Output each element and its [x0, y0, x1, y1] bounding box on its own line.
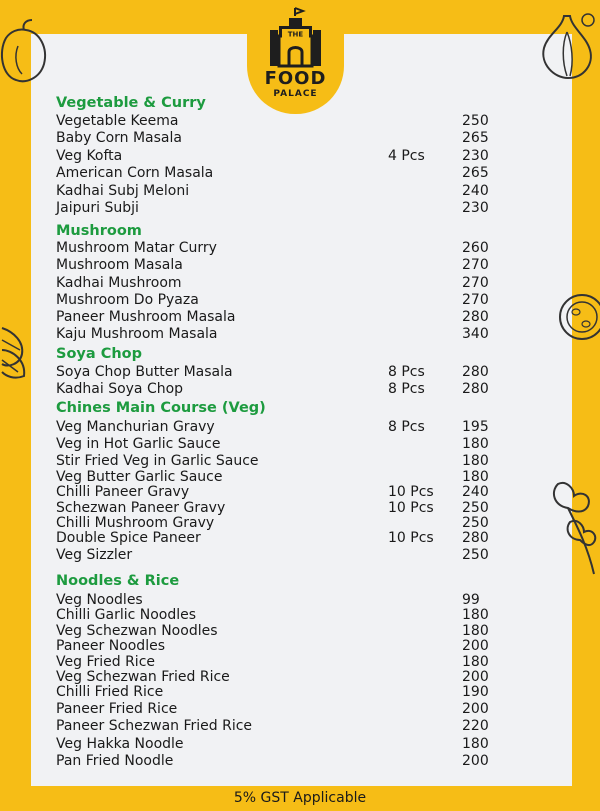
item-name: Kadhai Subj Meloni	[56, 183, 190, 199]
item-price: 280	[462, 309, 489, 325]
item-price: 180	[462, 623, 489, 639]
item-quantity: 10 Pcs	[388, 500, 434, 516]
item-price: 99	[462, 592, 480, 608]
item-name: Veg Schezwan Noodles	[56, 623, 218, 639]
item-price: 190	[462, 684, 489, 700]
item-price: 180	[462, 654, 489, 670]
menu-item	[56, 200, 496, 216]
gst-note: 5% GST Applicable	[233, 790, 367, 806]
item-name: Kadhai Soya Chop	[56, 381, 184, 397]
menu-item	[56, 753, 496, 769]
menu-item	[56, 515, 496, 531]
section-heading: Vegetable & Curry	[56, 95, 206, 111]
item-quantity: 8 Pcs	[388, 381, 425, 397]
item-name: Pan Fried Noodle	[56, 753, 174, 769]
item-price: 260	[462, 240, 489, 256]
section-heading: Soya Chop	[56, 346, 142, 362]
menu-item	[56, 183, 496, 199]
item-price: 270	[462, 257, 489, 273]
item-name: Veg Fried Rice	[56, 654, 155, 670]
section-heading: Noodles & Rice	[56, 573, 180, 589]
item-name: Kadhai Mushroom	[56, 275, 182, 291]
item-name: Chilli Fried Rice	[56, 684, 164, 700]
item-price: 280	[462, 364, 489, 380]
menu-item	[56, 736, 496, 752]
item-name: Paneer Mushroom Masala	[56, 309, 236, 325]
item-name: Paneer Schezwan Fried Rice	[56, 718, 253, 734]
herb-leaf-icon	[0, 320, 34, 390]
item-price: 200	[462, 638, 489, 654]
item-quantity: 4 Pcs	[388, 148, 425, 164]
menu-item	[56, 257, 496, 273]
brand-the-text: THE	[287, 30, 304, 39]
item-name: Veg in Hot Garlic Sauce	[56, 436, 221, 452]
menu-item	[56, 684, 496, 700]
menu-item	[56, 484, 496, 500]
menu-item	[56, 453, 496, 469]
item-price: 180	[462, 436, 489, 452]
item-quantity: 8 Pcs	[388, 419, 425, 435]
item-name: Vegetable Keema	[56, 113, 179, 129]
item-name: Veg Manchurian Gravy	[56, 419, 215, 435]
menu-item	[56, 130, 496, 146]
item-name: Veg Hakka Noodle	[56, 736, 184, 752]
menu-item	[56, 309, 496, 325]
item-name: Mushroom Masala	[56, 257, 183, 273]
item-price: 195	[462, 419, 489, 435]
menu-item	[56, 364, 496, 380]
item-price: 230	[462, 200, 489, 216]
item-price: 340	[462, 326, 489, 342]
item-price: 240	[462, 183, 489, 199]
item-price: 230	[462, 148, 489, 164]
menu-item	[56, 500, 496, 516]
item-price: 280	[462, 381, 489, 397]
item-price: 180	[462, 736, 489, 752]
item-price: 200	[462, 701, 489, 717]
tomato-slice-icon	[556, 290, 600, 344]
bell-pepper-icon	[0, 18, 52, 88]
item-quantity: 10 Pcs	[388, 484, 434, 500]
item-name: Paneer Fried Rice	[56, 701, 178, 717]
menu-item	[56, 381, 496, 397]
item-name: Stir Fried Veg in Garlic Sauce	[56, 453, 259, 469]
menu-item	[56, 669, 496, 685]
item-name: Jaipuri Subji	[56, 200, 139, 216]
section-heading: Mushroom	[56, 223, 142, 239]
menu-item	[56, 607, 496, 623]
menu-item	[56, 419, 496, 435]
item-name: Soya Chop Butter Masala	[56, 364, 233, 380]
item-price: 270	[462, 275, 489, 291]
item-price: 250	[462, 547, 489, 563]
item-name: Paneer Noodles	[56, 638, 165, 654]
menu-item	[56, 547, 496, 563]
item-price: 250	[462, 515, 489, 531]
item-price: 180	[462, 453, 489, 469]
palace-icon	[267, 6, 324, 68]
item-name: Veg Schezwan Fried Rice	[56, 669, 230, 685]
item-price: 220	[462, 718, 489, 734]
item-name: Veg Noodles	[56, 592, 143, 608]
item-name: Veg Sizzler	[56, 547, 133, 563]
garlic-icon	[534, 8, 600, 82]
item-price: 250	[462, 500, 489, 516]
menu-item	[56, 113, 496, 129]
item-name: Schezwan Paneer Gravy	[56, 500, 226, 516]
food-palace-logo	[247, 0, 344, 114]
menu-item	[56, 530, 496, 546]
brand-subtitle: PALACE	[273, 89, 318, 99]
menu-item	[56, 292, 496, 308]
coriander-leaf-icon	[548, 478, 600, 578]
item-name: Veg Kofta	[56, 148, 123, 164]
item-price: 180	[462, 469, 489, 485]
item-price: 265	[462, 165, 489, 181]
item-price: 200	[462, 753, 489, 769]
menu-item	[56, 165, 496, 181]
menu-item	[56, 436, 496, 452]
item-price: 200	[462, 669, 489, 685]
section-heading: Chines Main Course (Veg)	[56, 400, 266, 416]
item-quantity: 10 Pcs	[388, 530, 434, 546]
item-name: Mushroom Do Pyaza	[56, 292, 199, 308]
menu-item	[56, 638, 496, 654]
menu-item	[56, 148, 496, 164]
brand-name: FOOD	[264, 68, 327, 89]
item-price: 265	[462, 130, 489, 146]
menu-item	[56, 718, 496, 734]
menu-item	[56, 623, 496, 639]
item-quantity: 8 Pcs	[388, 364, 425, 380]
menu-item	[56, 240, 496, 256]
item-name: Chilli Mushroom Gravy	[56, 515, 215, 531]
item-name: Chilli Garlic Noodles	[56, 607, 197, 623]
item-name: Baby Corn Masala	[56, 130, 182, 146]
item-name: American Corn Masala	[56, 165, 214, 181]
menu-item	[56, 701, 496, 717]
item-price: 240	[462, 484, 489, 500]
menu-item	[56, 592, 496, 608]
item-price: 180	[462, 607, 489, 623]
item-name: Double Spice Paneer	[56, 530, 201, 546]
item-price: 280	[462, 530, 489, 546]
menu-item	[56, 469, 496, 485]
menu-item	[56, 275, 496, 291]
item-name: Kaju Mushroom Masala	[56, 326, 218, 342]
item-name: Chilli Paneer Gravy	[56, 484, 190, 500]
item-name: Mushroom Matar Curry	[56, 240, 217, 256]
menu-item	[56, 654, 496, 670]
item-price: 270	[462, 292, 489, 308]
item-price: 250	[462, 113, 489, 129]
menu-item	[56, 326, 496, 342]
item-name: Veg Butter Garlic Sauce	[56, 469, 223, 485]
